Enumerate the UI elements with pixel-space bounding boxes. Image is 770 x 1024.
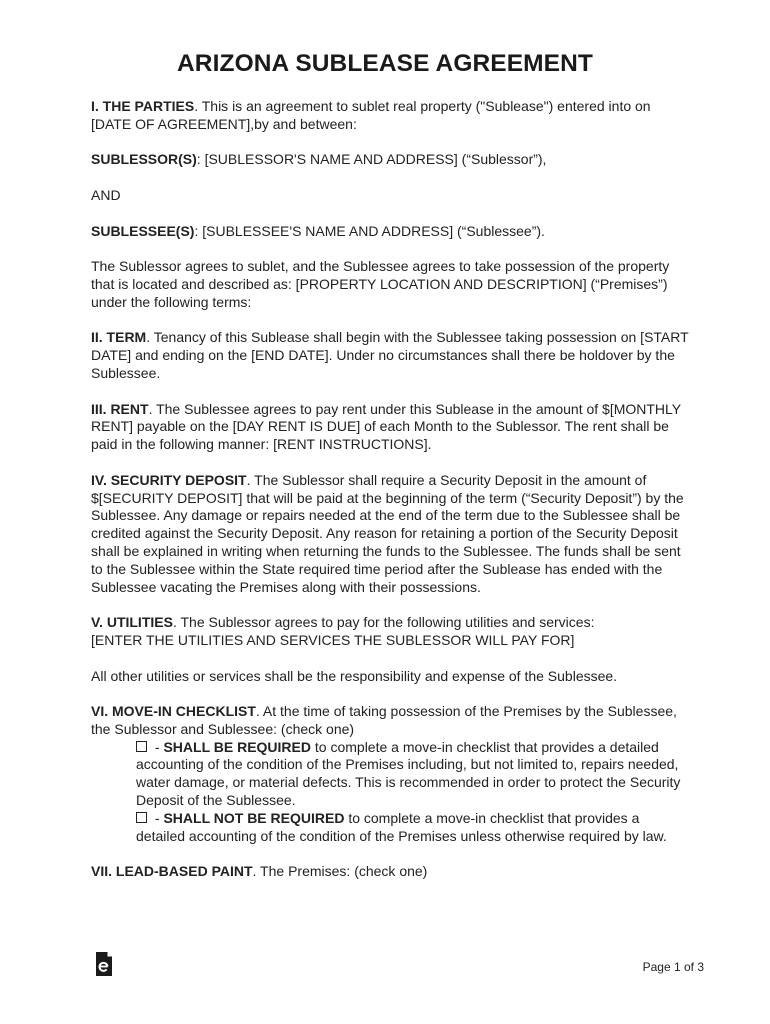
sublessor-line [91,151,691,169]
section-utilities [91,614,691,650]
move-in-option-not-required [91,810,691,846]
security-deposit-heading: IV. SECURITY DEPOSIT [91,471,247,488]
parties-text: . This is an agreement to sublet real property ("Sublease") entered into on [DATE OF AGREEMENT],by and between: [91,98,651,132]
sublessee-label: SUBLESSEE(S) [91,222,195,239]
utilities-text: . The Sublessor agrees to pay for the following utilities and services: [172,614,595,631]
checkbox-not-required[interactable] [136,812,147,823]
page-number: Page 1 of 3 [642,960,704,974]
option-not-required-text: to complete a move-in checklist that provides a detailed accounting of the condition of the Premises unless otherwise required by law. [136,809,667,844]
eforms-logo-icon [94,951,114,977]
section-move-in [91,703,691,739]
option-not-required-label: SHALL NOT BE REQUIRED [163,809,345,826]
move-in-text: . At the time of taking possession of the Premises by the Sublessee, the Sublessor and Sublessee: (check one) [91,703,677,737]
and-line: AND [91,186,121,203]
lead-paint-text: . The Premises: (check one) [252,863,428,880]
section-security-deposit [91,472,691,597]
checkbox-required[interactable] [136,741,147,752]
option-required-text: to complete a move-in checklist that provides a detailed accounting of the condition of the Premises including, but not limited to, repairs needed, water damage, or material defects. This is recommended in order to protect the Security Deposit of the Sublessee. [136,738,681,809]
section-term [91,329,691,382]
rent-heading: III. RENT [91,400,149,417]
option-required-dash: - [151,738,164,755]
term-heading: II. TERM [91,329,147,346]
sublessee-text: : [SUBLESSEE'S NAME AND ADDRESS] (“Sublessee”). [194,222,545,239]
move-in-option-required [91,739,691,810]
utilities-other: All other utilities or services shall be the responsibility and expense of the Sublessee. [91,667,618,684]
rent-text: . The Sublessee agrees to pay rent under this Sublease in the amount of $[MONTHLY RENT] payable on the [DAY RENT IS DUE] of each Month to the Sublessor. The rent shall be paid in the following manner: [RENT INSTRUCTIONS]. [91,400,681,453]
option-required-label: SHALL BE REQUIRED [163,738,311,755]
move-in-heading: VI. MOVE-IN CHECKLIST [91,703,256,720]
document-body [91,98,691,899]
section-parties [91,98,691,134]
sublessor-label: SUBLESSOR(S) [91,151,197,168]
lead-paint-heading: VII. LEAD-BASED PAINT [91,863,253,880]
utilities-heading: V. UTILITIES [91,614,173,631]
term-text: . Tenancy of this Sublease shall begin with the Sublessee taking possession on [START DATE] and ending on the [END DATE]. Under no circumstances shall there be holdover by the Sublessee. [91,329,689,381]
section-rent [91,401,691,454]
option-not-required-dash: - [151,809,164,826]
security-deposit-text: . The Sublessor shall require a Security Deposit in the amount of $[SECURITY DEPOSIT] that will be paid at the beginning of the term (“Security Deposit”) by the Sublessee. Any damage or repairs needed at the end of the term due to the Sublessee shall be credited against the Security Deposit. Any reason for retaining a portion of the Security Deposit shall be explained in writing when returning the funds to the Sublessee. The funds shall be sent to the Sublessee within the State required time period after the Sublease has ended with the Sublessee vacating the Premises along with their possessions. [91,471,684,595]
sublessor-text: : [SUBLESSOR'S NAME AND ADDRESS] (“Sublessor”), [196,151,547,168]
sublessee-line [91,223,691,241]
parties-heading: I. THE PARTIES [91,98,195,114]
document-title: ARIZONA SUBLEASE AGREEMENT [177,50,593,77]
section-lead-paint [91,863,691,881]
agreement-paragraph: The Sublessor agrees to sublet, and the Sublessee agrees to take possession of the property that is located and described as: [PROPERTY LOCATION AND DESCRIPTION] (“Premises”) under the following terms: [91,258,670,310]
utilities-placeholder: [ENTER THE UTILITIES AND SERVICES THE SUBLESSOR WILL PAY FOR] [91,631,575,648]
